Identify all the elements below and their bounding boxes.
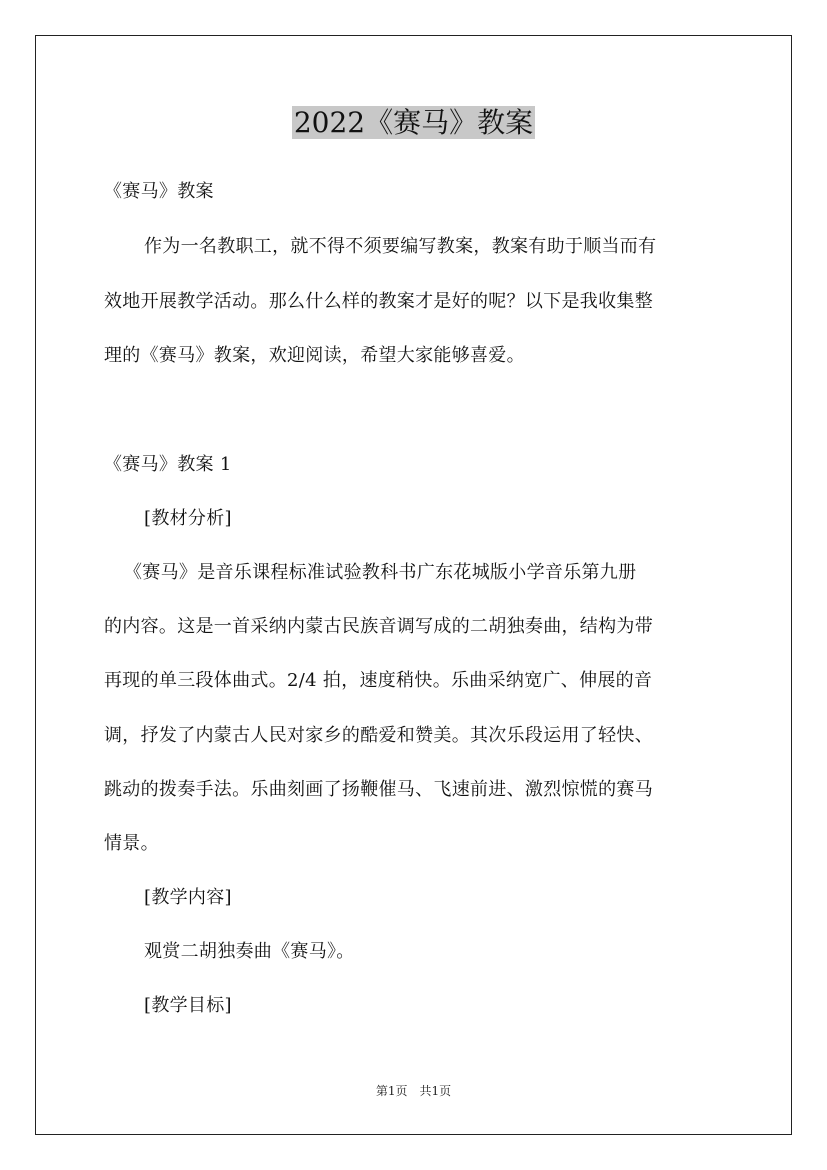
analysis-line: 再现的单三段体曲式。2/4 拍，速度稍快。乐曲采纳宽广、伸展的音 [104,670,653,691]
section-heading: 《赛马》教案 1 [104,454,232,475]
analysis-line: 《赛马》是音乐课程标准试验教科书广东花城版小学音乐第九册 [124,562,637,583]
intro-line: 效地开展教学活动。那么什么样的教案才是好的呢？以下是我收集整 [104,291,653,312]
content-heading: [教学内容] [144,887,232,908]
goal-heading: [教学目标] [144,995,232,1016]
document-title-text: 2022《赛马》教案 [293,106,534,139]
content-text: 观赏二胡独奏曲《赛马》。 [144,941,355,962]
intro-line: 理的《赛马》教案，欢迎阅读，希望大家能够喜爱。 [104,345,525,366]
intro-line: 作为一名教职工，就不得不须要编写教案，教案有助于顺当而有 [144,236,657,257]
analysis-heading: [教材分析] [144,508,232,529]
page-footer: 第1页 共1页 [375,1084,452,1098]
analysis-line: 的内容。这是一首采纳内蒙古民族音调写成的二胡独奏曲，结构为带 [104,616,653,637]
document-title [0,103,827,143]
document-subtitle: 《赛马》教案 [104,181,214,202]
analysis-line: 调，抒发了内蒙古人民对家乡的酷爱和赞美。其次乐段运用了轻快、 [104,725,653,746]
analysis-line: 情景。 [104,833,159,854]
analysis-line: 跳动的拨奏手法。乐曲刻画了扬鞭催马、飞速前进、激烈惊慌的赛马 [104,779,653,800]
